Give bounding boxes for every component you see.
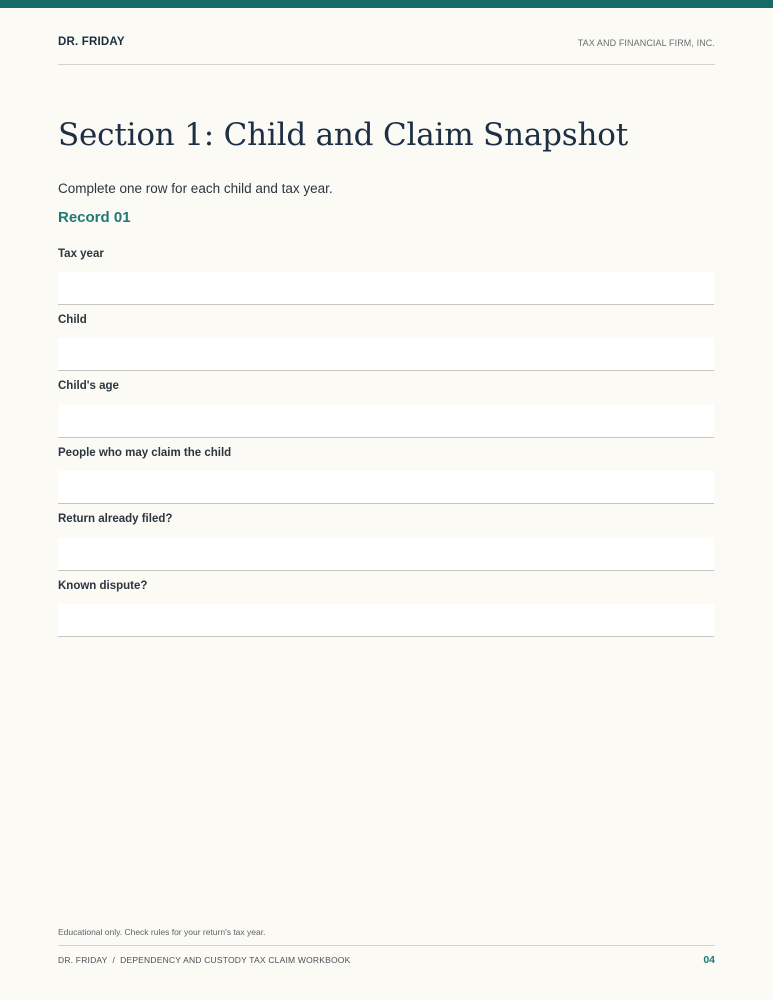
footer-separator: / — [112, 955, 116, 965]
record-heading: Record 01 — [58, 209, 131, 226]
brand-name: DR. FRIDAY — [58, 36, 125, 48]
footer-disclaimer: Educational only. Check rules for your return's tax year. — [58, 927, 266, 937]
firm-name: TAX AND FINANCIAL FIRM, INC. — [577, 38, 715, 48]
child-input[interactable] — [58, 338, 714, 371]
page-header — [58, 36, 715, 65]
return-filed-input[interactable] — [58, 538, 714, 571]
section-instructions: Complete one row for each child and tax year. — [58, 181, 333, 196]
child-label: Child — [58, 314, 87, 326]
child-age-label: Child's age — [58, 380, 119, 392]
page-title: Section 1: Child and Claim Snapshot — [58, 117, 628, 153]
known-dispute-input[interactable] — [58, 604, 714, 637]
tax-year-input[interactable] — [58, 272, 714, 305]
footer-running-title — [58, 955, 350, 965]
return-filed-label: Return already filed? — [58, 513, 173, 525]
footer-brand: DR. FRIDAY — [58, 955, 108, 965]
child-age-input[interactable] — [58, 405, 714, 438]
top-accent-bar — [0, 0, 773, 8]
tax-year-label: Tax year — [58, 248, 104, 260]
claimants-input[interactable] — [58, 471, 714, 504]
footer-divider — [58, 945, 715, 946]
page-number: 04 — [703, 954, 715, 966]
claimants-label: People who may claim the child — [58, 447, 232, 459]
known-dispute-label: Known dispute? — [58, 580, 148, 592]
footer-workbook-title: DEPENDENCY AND CUSTODY TAX CLAIM WORKBOOK — [120, 955, 351, 965]
